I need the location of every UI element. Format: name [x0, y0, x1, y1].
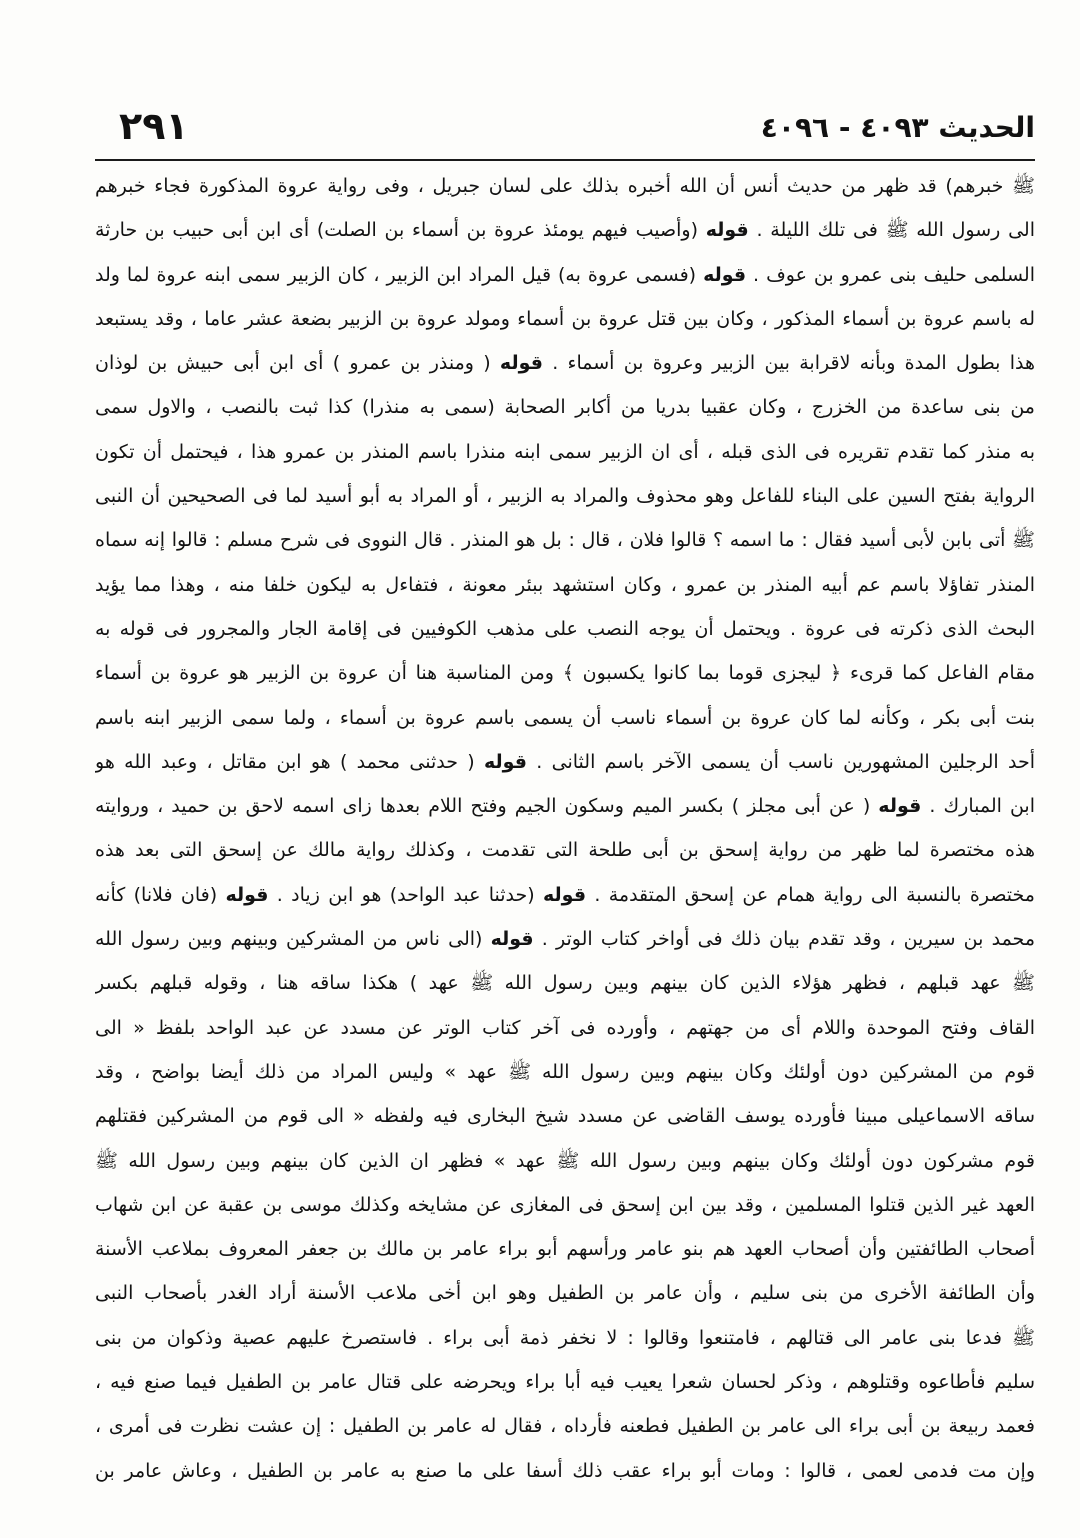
text-line: العهد غير الذين قتلوا المسلمين ، وقد بين ابن إسحق فى المغازى عن مشايخه وكذلك موسى بن عقبة عن ابن شهاب — [95, 1193, 1035, 1216]
text-line: مقام الفاعل كما قرىء ﴿ ليجزى قوما بما كانوا يكسبون ﴾ ومن المناسبة هنا أن عروة بن الزبير هو عروة بن أسماء — [95, 662, 1035, 685]
text-line: به منذر كما تقدم تقريره فى الذى قبله ، أى ان الزبير سمى ابنه منذرا باسم المنذر بن عمرو هذا ، فيحتمل أن تكون — [95, 440, 1035, 463]
salawat-ligature: ﷺ — [1012, 1326, 1035, 1349]
header-rule — [95, 159, 1035, 161]
commentary-text-block — [95, 164, 1035, 1493]
text-line: له باسم عروة بن أسماء المذكور ، وكان بين قتل عروة بن أسماء ومولد عروة بن الزبير بضعة عشر عاما ، وقد يستبعد — [95, 307, 1035, 330]
running-title: الحديث ٤٠٩٣ - ٤٠٩٦ — [760, 111, 1035, 144]
text-line: فعمد ربيعة بن أبى براء الى عامر بن الطفيل فطعنه فأرداه ، فقال له عامر بن الطفيل : إن عشت نظرت فى أمرى ، — [95, 1415, 1035, 1438]
text-line: قوم مشركون دون أولئك وكان بينهم وبين رسول الله ﷺ عهد » فظهر ان الذين كان بينهم وبين رسول الله ﷺ — [95, 1149, 1035, 1172]
qawluhu-marker: قوله — [225, 883, 269, 906]
text-line: ﷺ أتى بابن لأبى أسيد فقال : ما اسمه ؟ قالوا فلان ، قال : بل هو المنذر . قال النووى فى شرح مسلم : قالوا إنه سماه — [95, 529, 1035, 552]
text-line: من بنى ساعدة من الخزرج ، وكان عقبيا بدريا من أكابر الصحابة (سمى به منذرا) كذا ثبت بالنصب ، والاول سمى — [95, 396, 1035, 419]
text-line: وأن الطائفة الأخرى من بنى سليم ، وأن عامر بن الطفيل وهو ابن أخى ملاعب الأسنة أراد الغدر بأصحاب النبى — [95, 1282, 1035, 1305]
salawat-ligature: ﷺ — [1012, 972, 1035, 995]
text-line: ﷺ عهد قبلهم ، فظهر هؤلاء الذين كان بينهم وبين رسول الله ﷺ عهد ) هكذا ساقه هنا ، وقوله قبلهم بكسر — [95, 972, 1035, 995]
salawat-ligature: ﷺ — [1012, 175, 1035, 197]
text-line: المنذر تفاؤلا باسم عم أبيه المنذر بن عمرو ، وكان استشهد ببئر معونة ، فتفاءل به ليكون خلفا منه ، وهذا مما يؤيد — [95, 573, 1035, 596]
text-line: أحد الرجلين المشهورين ناسب أن يسمى الآخر باسم الثانى . قوله ( حدثنى محمد ) هو ابن مقاتل ، وعبد الله هو — [95, 750, 1035, 773]
salawat-ligature: ﷺ — [95, 1149, 118, 1172]
qawluhu-marker: قوله — [490, 928, 534, 951]
qawluhu-marker: قوله — [703, 263, 747, 286]
text-line: السلمى حليف بنى عمرو بن عوف . قوله (فسمى عروة به) قيل المراد ابن الزبير ، كان الزبير سمى ابنه عروة لما ولد — [95, 263, 1035, 286]
text-line: محمد بن سيرين ، وقد تقدم بيان ذلك فى أواخر كتاب الوتر . قوله (الى ناس من المشركين وبينهم وبين رسول الله — [95, 928, 1035, 951]
qawluhu-marker: قوله — [878, 795, 922, 818]
salawat-ligature: ﷺ — [556, 1149, 580, 1172]
text-line: ابن المبارك . قوله ( عن أبى مجلز ) بكسر الميم وسكون الجيم وفتح اللام بعدها زاى اسمه لاحق بن حميد ، وروايته — [95, 795, 1035, 818]
page-number: ٢٩١ — [119, 104, 189, 148]
text-line: القاف وفتح الموحدة واللام أى من جهتهم ، وأورده فى آخر كتاب الوتر عن مسدد عن عبد الواحد بلفظ « الى — [95, 1016, 1035, 1039]
qawluhu-marker: قوله — [483, 750, 527, 773]
text-line: ﷺ خبرهم) قد ظهر من حديث أنس أن الله أخبره بذلك على لسان جبريل ، وفى رواية عروة المذكورة فجاء خبرهم — [95, 175, 1035, 197]
text-line: هذا بطول المدة وبأنه لاقرابة بين الزبير وعروة بن أسماء . قوله ( ومنذر بن عمرو ) أى ابن أبى حبيش بن لوذان — [95, 352, 1035, 375]
text-line: سليم فأطاعوه وقتلوهم ، وذكر لحسان شعرا يعيب فيه أبا براء ويحرضه على قتال عامر بن الطفيل فيما صنع فيه ، — [95, 1371, 1035, 1394]
salawat-ligature: ﷺ — [508, 1060, 532, 1083]
qawluhu-marker: قوله — [543, 883, 587, 906]
qawluhu-marker: قوله — [705, 219, 749, 242]
text-line: ساقه الاسماعيلى مبينا فأورده يوسف القاضى عن مسدد شيخ البخارى فيه ولفظه « الى قوم من المشركين فقتلهم — [95, 1105, 1035, 1128]
text-line: بنت أبى بكر ، وكأنه لما كان عروة بن أسماء ناسب أن يسمى باسم عروة بن أسماء ، ولما سمى الزبير ابنه باسم — [95, 706, 1035, 729]
text-line: الى رسول الله ﷺ فى تلك الليلة . قوله (وأصيب فيهم يومئذ عروة بن أسماء بن الصلت) أى ابن أبى حبيب بن حارثة — [95, 219, 1035, 242]
text-line: قوم من المشركين دون أولئك وكان بينهم وبين رسول الله ﷺ عهد » وليس المراد من ذلك أيضا بواضح ، وقد — [95, 1060, 1035, 1083]
text-line: مختصرة بالنسبة الى رواية همام عن إسحق المتقدمة . قوله (حدثنا عبد الواحد) هو ابن زياد . قوله (فان فلانا) كأنه — [95, 883, 1035, 906]
text-line: وإن مت فدمى لعمى ، قالوا : ومات أبو براء عقب ذلك أسفا على ما صنع به عامر بن الطفيل ، وعاش عامر بن — [95, 1459, 1035, 1482]
text-line: هذه مختصرة لما ظهر من رواية إسحق بن أبى طلحة التى تقدمت ، وكذلك رواية مالك عن إسحق التى بعد هذه — [95, 839, 1035, 862]
salawat-ligature: ﷺ — [885, 219, 909, 242]
text-line: ﷺ فدعا بنى عامر الى قتالهم ، فامتنعوا وقالوا : لا نخفر ذمة أبى براء . فاستصرخ عليهم عصية وذكوان من بنى — [95, 1326, 1035, 1349]
text-line: البحث الذى ذكرته فى عروة . ويحتمل أن يوجه النصب على مذهب الكوفيين فى إقامة الجار والمجرور فى قوله به — [95, 617, 1035, 640]
salawat-ligature: ﷺ — [470, 972, 494, 995]
page-header — [95, 98, 1035, 156]
qawluhu-marker: قوله — [499, 352, 543, 375]
text-line: الرواية بفتح السين على البناء للفاعل وهو محذوف والمراد به الزبير ، أو المراد به أبو أسيد لما فى الصحيحين أن النبى — [95, 485, 1035, 508]
text-line: أصحاب الطائفتين وأن أصحاب العهد هم بنو عامر ورأسهم أبو براء عامر بن مالك بن جعفر المعروف بملاعب الأسنة — [95, 1238, 1035, 1261]
salawat-ligature: ﷺ — [1012, 529, 1035, 552]
